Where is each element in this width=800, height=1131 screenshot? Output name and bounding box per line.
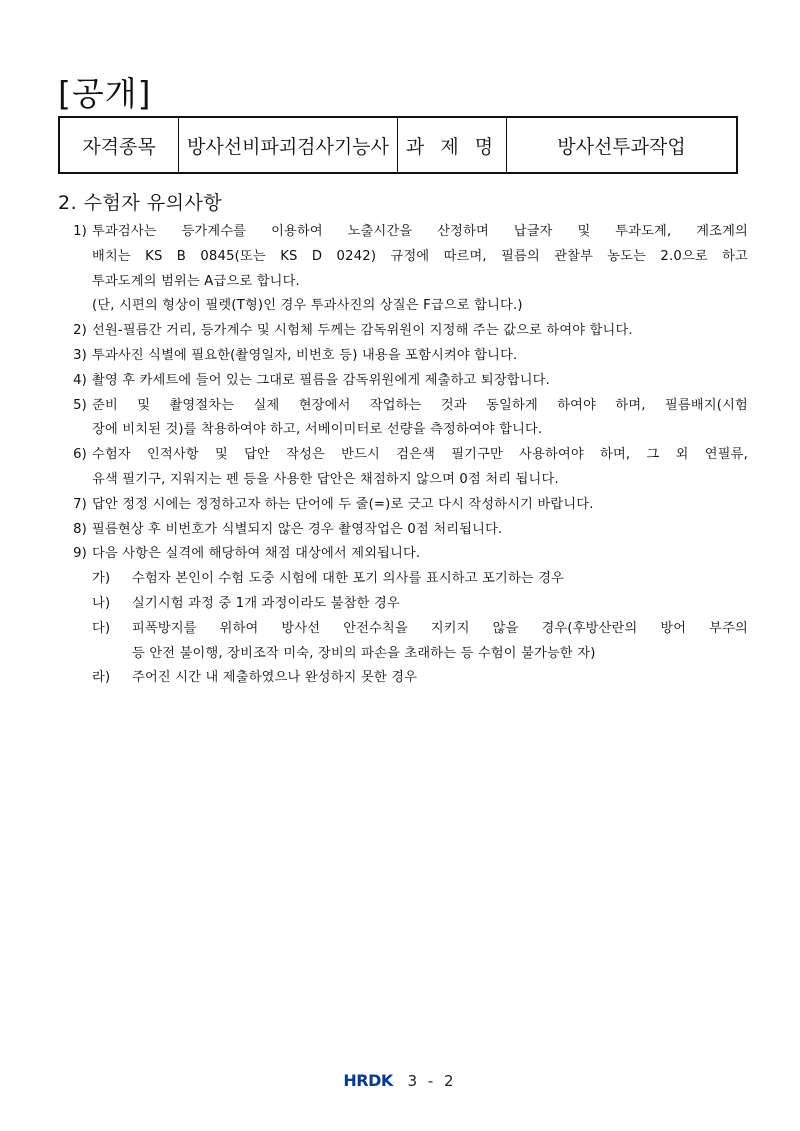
- item-line: 촬영 후 카세트에 들어 있는 그대로 필름을 감독위원에게 제출하고 퇴장합니다.: [92, 372, 550, 388]
- disclosure-label: [공개]: [58, 74, 152, 113]
- label-task-name: 과 제 명: [398, 117, 507, 173]
- exam-info-table: [58, 116, 738, 174]
- value-qualification: 방사선비파괴검사기능사: [179, 117, 398, 173]
- sub-list-item: [58, 666, 748, 691]
- sub-item-line: 등 안전 불이행, 장비조작 미숙, 장비의 파손을 초래하는 등 수험이 불가능한 자): [132, 645, 596, 661]
- item-line: 배치는 KS B 0845(또는 KS D 0242) 규정에 따르며, 필름의 관찰부 농도는 2.0으로 하고: [92, 248, 748, 264]
- section-title: 2. 수험자 유의사항: [58, 192, 223, 214]
- item-line: 수험자 인적사항 및 답안 작성은 반드시 검은색 필기구만 사용하여야 하며, 그 외 연필류,: [92, 447, 748, 463]
- item-line: 투과사진 식별에 필요한(촬영일자, 비번호 등) 내용을 포함시켜야 합니다.: [92, 347, 518, 363]
- item-number: 6): [73, 447, 87, 463]
- item-number: 3): [73, 347, 87, 363]
- item-line: 답안 정정 시에는 정정하고자 하는 단어에 두 줄(=)로 긋고 다시 작성하시기 바랍니다.: [92, 496, 594, 512]
- list-item: [58, 344, 748, 369]
- exam-info-row: [59, 117, 737, 173]
- item-line: 유색 필기구, 지워지는 펜 등을 사용한 답안은 채점하지 않으며 0점 처리 됩니다.: [92, 471, 559, 487]
- list-item: [58, 369, 748, 394]
- list-item: [58, 443, 748, 468]
- list-item: [58, 394, 748, 419]
- item-line-continued: [58, 270, 748, 295]
- item-line: 선원-필름간 거리, 등가계수 및 시험체 두께는 감독위원이 지정해 주는 값으로 하여야 합니다.: [92, 323, 633, 339]
- sub-item-line: 실기시험 과정 중 1개 과정이라도 불참한 경우: [132, 595, 400, 611]
- sub-item-number: 나): [92, 595, 111, 611]
- item-line: (단, 시편의 형상이 필렛(T형)인 경우 투과사진의 상질은 F급으로 합니다.): [92, 298, 523, 314]
- list-item: [58, 542, 748, 567]
- sub-list-item: [58, 617, 748, 642]
- item-number: 4): [73, 372, 87, 388]
- item-line-continued: [58, 245, 748, 270]
- item-line: 다음 사항은 실격에 해당하여 채점 대상에서 제외됩니다.: [92, 546, 421, 562]
- item-line-continued: [58, 294, 748, 319]
- sub-item-line: 피폭방지를 위하여 방사선 안전수칙을 지키지 않을 경우(후방산란의 방어 부주의: [132, 620, 748, 636]
- item-line: 투과검사는 등가계수를 이용하여 노출시간을 산정하며 납글자 및 투과도계, 계조계의: [92, 224, 748, 239]
- sub-list-item: [58, 567, 748, 592]
- list-item: [58, 319, 748, 344]
- item-line: 장에 비치된 것)를 착용하여야 하고, 서베이미터로 선량을 측정하여야 합니다.: [92, 422, 543, 438]
- notice-list: [58, 220, 748, 691]
- item-line: 필름현상 후 비번호가 식별되지 않은 경우 촬영작업은 0점 처리됩니다.: [92, 521, 503, 537]
- list-item: [58, 220, 748, 245]
- item-line: 준비 및 촬영절차는 실제 현장에서 작업하는 것과 동일하게 하여야 하며, 필름배지(시험: [92, 397, 748, 413]
- sub-item-number: 다): [92, 620, 111, 636]
- item-number: 8): [73, 521, 87, 537]
- label-qualification: 자격종목: [59, 117, 179, 173]
- item-number: 1): [73, 224, 87, 239]
- sub-item-number: 라): [92, 670, 111, 686]
- sub-item-line-continued: [58, 642, 748, 667]
- list-item: [58, 493, 748, 518]
- item-number: 5): [73, 397, 87, 413]
- value-task-name: 방사선투과작업: [507, 117, 738, 173]
- item-line-continued: [58, 418, 748, 443]
- hrdk-logo: HRDK: [343, 1071, 393, 1090]
- sub-list-item: [58, 592, 748, 617]
- item-line-continued: [58, 468, 748, 493]
- sub-item-line: 주어진 시간 내 제출하였으나 완성하지 못한 경우: [132, 670, 418, 686]
- item-line: 투과도계의 범위는 A급으로 합니다.: [92, 273, 300, 289]
- sub-item-line: 수험자 본인이 수험 도중 시험에 대한 포기 의사를 표시하고 포기하는 경우: [132, 571, 565, 587]
- page-footer: [0, 1071, 800, 1090]
- page-number: 3 - 2: [407, 1072, 457, 1090]
- item-number: 2): [73, 323, 87, 339]
- item-number: 7): [73, 496, 87, 512]
- sub-item-number: 가): [92, 571, 111, 587]
- item-number: 9): [73, 546, 87, 562]
- list-item: [58, 518, 748, 543]
